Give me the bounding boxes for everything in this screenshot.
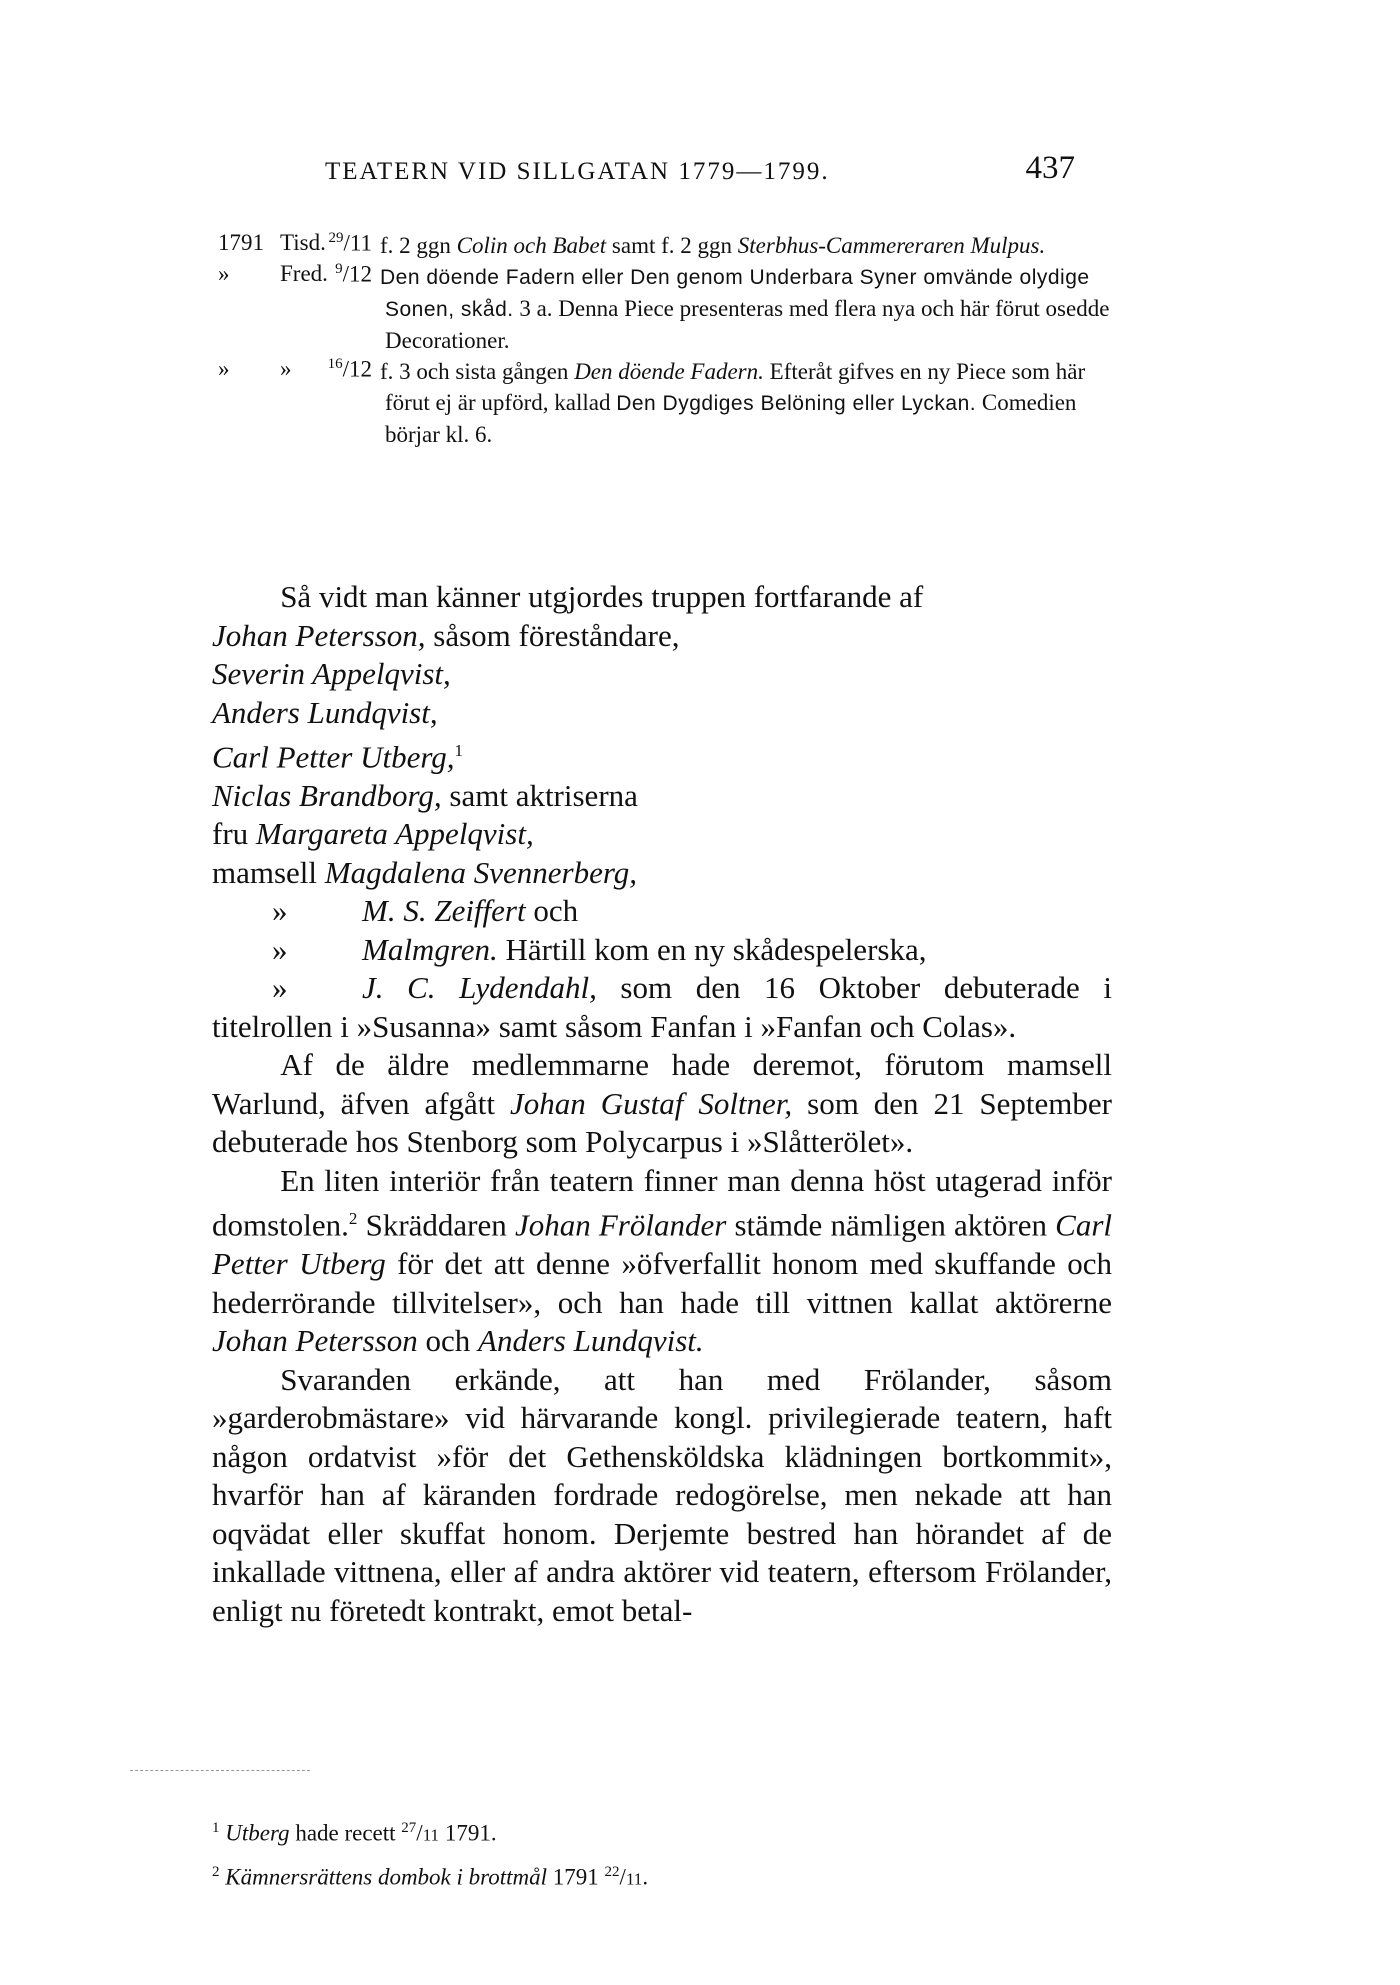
roster-line-final: » J. C. Lydendahl, som den 16 Oktober debuterade i titelrollen i »Susanna» samt såsom Fanfan i »Fanfan och Colas». [212, 970, 1112, 1044]
entry-year: » [218, 261, 230, 286]
footnote-ref: 2 [348, 1209, 358, 1229]
roster-line: Carl Petter Utberg,$^1$ [212, 739, 464, 775]
roster-line: Niclas Brandborg, samt aktriserna [212, 777, 638, 813]
roster-line: mamsell Magdalena Svennerberg, [212, 854, 638, 890]
roster-line: » M. S. Zeiffert och [272, 893, 579, 929]
footnotes [212, 1810, 1112, 1897]
entry-day: Tisd. [280, 230, 326, 255]
troupe-roster [212, 578, 1112, 1046]
entry-text: f. 2 ggn Colin och Babet samt f. 2 ggn Sterbhus-Cammereraren Mulpus. [380, 233, 1046, 258]
schedule-entry [0, 261, 1400, 356]
roster-line: » Malmgren. Härtill kom en ny skådespelerska, [272, 931, 927, 967]
roster-line: Johan Petersson, såsom föreståndare, [212, 617, 680, 653]
roster-intro: Så vidt man känner utgjordes truppen fortfarande af [280, 579, 924, 614]
roster-line: Anders Lundqvist, [212, 694, 438, 730]
entry-date: $^{16}$/12 [327, 356, 372, 382]
running-header [325, 150, 1075, 196]
paragraph: Af de äldre medlemmarne hade deremot, förutom mamsell Warlund, äfven afgått Johan Gustaf Soltner, som den 21 September debuterade hos Stenborg som Polycarpus i »Slåtterölet». [212, 1047, 1112, 1160]
entry-day: » [280, 356, 292, 381]
schedule-entry [0, 356, 1400, 450]
entry-day: Fred. [280, 261, 328, 286]
entry-year: » [218, 356, 230, 381]
footnote-ref: 1 [454, 741, 464, 760]
footnote: $^1$ Utberg hade recett $^{27}$/11 1791. [212, 1820, 497, 1846]
roster-line: Severin Appelqvist, [212, 656, 451, 691]
entry-date: $^9$/12 [335, 261, 372, 287]
schedule-entry [0, 230, 1400, 261]
roster-line: fru Margareta Appelqvist, [212, 816, 534, 852]
main-text [212, 578, 1112, 1630]
paragraph: Svaranden erkände, att han med Frölander, såsom »garderobmästare» vid härvarande kongl. privilegierade teatern, haft någon ordatvist »för det Gethensköldska klädningen bortkommit», hvarför han af käranden fordrade redogörelse, men nekade att han oqvädat eller skuffat honom. Derjemte bestred han hörandet af de inkallade vittnena, eller af andra aktörer vid teatern, eftersom Frölander, enligt nu företedt kontrakt, emot betal- [212, 1361, 1112, 1628]
entry-year: 1791 [218, 230, 264, 255]
performance-schedule [0, 230, 1400, 450]
running-title: TEATERN VID SILLGATAN 1779—1799. [325, 158, 830, 185]
footnote-rule [130, 1770, 310, 1771]
footnote: $^2$ Kämnersrättens dombok i brottmål 1791 $^{22}$/11. [212, 1863, 649, 1890]
paragraph: En liten interiör från teatern finner man denna höst utagerad inför domstolen.$^2$ Skräddaren Johan Frölander stämde nämligen aktören Carl Petter Utberg för det att denne »öfverfallit honom med skuffande och hederrörande tillvitelser», och han hade till vittnen kallat aktörerne Johan Petersson och Anders Lundqvist. [212, 1162, 1113, 1359]
entry-text: Den döende Fadern eller Den genom Underbara Syner omvände olydige Sonen, skåd. 3 a. Denna Piece presenteras med flera nya och här förut osedde Decorationer. [380, 266, 1110, 353]
entry-date: $^{29}$/11 [328, 230, 372, 256]
entry-text: f. 3 och sista gången Den döende Fadern. Efteråt gifves en ny Piece som här förut ej är upförd, kallad Den Dygdiges Belöning eller Lyckan. Comedien börjar kl. 6. [380, 359, 1086, 447]
page-number: 437 [1025, 150, 1075, 186]
